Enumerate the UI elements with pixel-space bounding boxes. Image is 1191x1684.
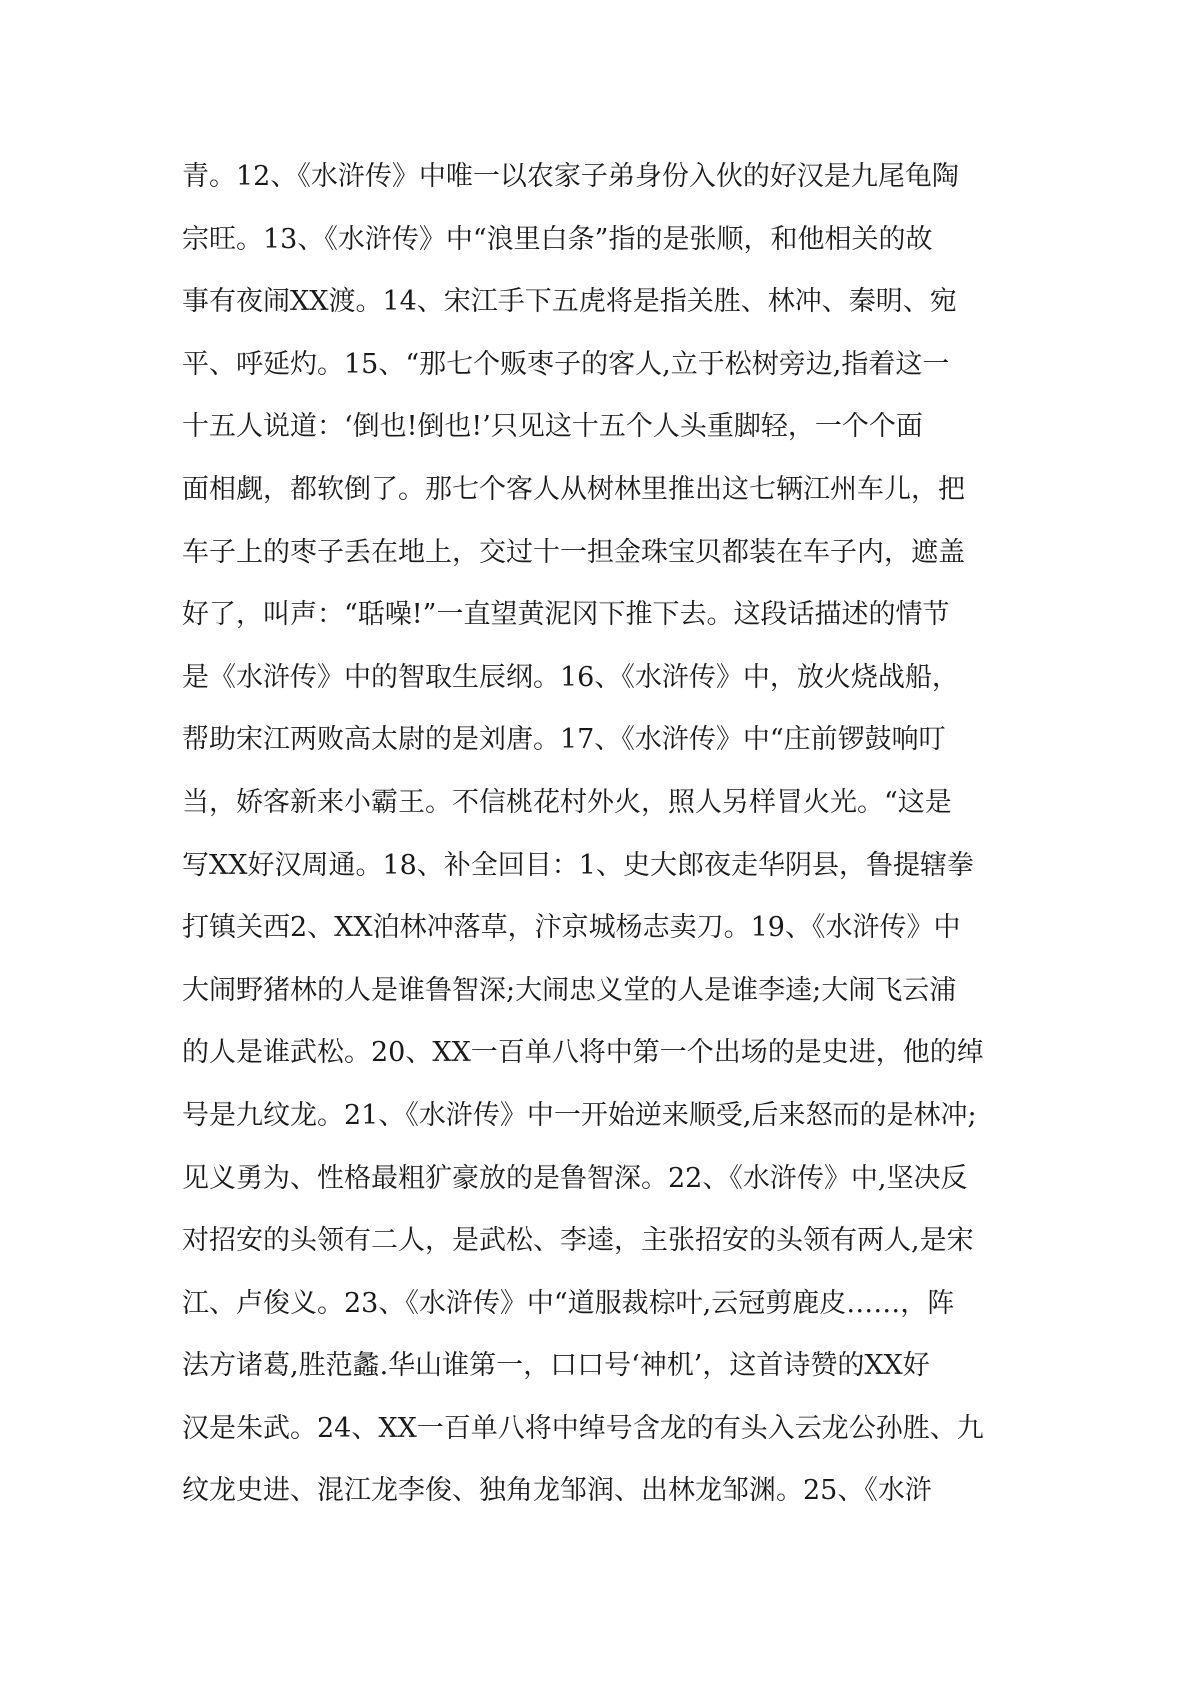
- text-line: 好了，叫声：“聒噪!”一直望黄泥冈下推下去。这段话描述的情节: [182, 599, 950, 631]
- text-line: 宗旺。13、《水浒传》中“浪里白条”指的是张顺，和他相关的故: [182, 223, 933, 255]
- text-line: 事有夜闹XX渡。14、宋江手下五虎将是指关胜、林冲、秦明、宛: [182, 286, 957, 318]
- text-line: 号是九纹龙。21、《水浒传》中一开始逆来顺受,后来怒而的是林冲;: [182, 1099, 977, 1131]
- text-line: 车子上的枣子丢在地上，交过十一担金珠宝贝都装在车子内，遮盖: [182, 536, 965, 568]
- text-line: 汉是朱武。24、XX一百单八将中绰号含龙的有头入云龙公孙胜、九: [182, 1412, 984, 1444]
- text-line: 写XX好汉周通。18、补全回目：1、史大郎夜走华阴县，鲁提辖拳: [182, 849, 974, 881]
- text-line: 法方诸葛,胜范蠡.华山谁第一，口口号‘神机’，这首诗赞的XX好: [182, 1350, 930, 1382]
- text-line: 对招安的头领有二人，是武松、李逵，主张招安的头领有两人,是宋: [182, 1225, 974, 1257]
- text-line: 纹龙史进、混江龙李俊、独角龙邹润、出林龙邹渊。25、《水浒: [182, 1475, 932, 1507]
- body-text: [182, 146, 1042, 1523]
- text-line: 青。12、《水浒传》中唯一以农家子弟身份入伙的好汉是九尾龟陶: [182, 161, 959, 192]
- text-line: 帮助宋江两败高太尉的是刘唐。17、《水浒传》中“庄前锣鼓响叮: [182, 724, 946, 756]
- text-line: 见义勇为、性格最粗犷豪放的是鲁智深。22、《水浒传》中,坚决反: [182, 1162, 968, 1194]
- text-line: 面相觑，都软倒了。那七个客人从树林里推出这七辆江州车儿，把: [182, 473, 965, 505]
- text-line: 大闹野猪林的人是谁鲁智深;大闹忠义堂的人是谁李逵;大闹飞云浦: [182, 974, 957, 1006]
- text-line: 平、呼延灼。15、“那七个贩枣子的客人,立于松树旁边,指着这一: [182, 348, 950, 380]
- text-line: 是《水浒传》中的智取生辰纲。16、《水浒传》中，放火烧战船，: [182, 661, 959, 693]
- text-line: 打镇关西2、XX泊林冲落草，汴京城杨志卖刀。19、《水浒传》中: [182, 912, 961, 944]
- text-line: 十五人说道：‘倒也!倒也!’只见这十五个人头重脚轻，一个个面: [182, 411, 923, 443]
- text-line: 的人是谁武松。20、XX一百单八将中第一个出场的是史进，他的绰: [182, 1037, 984, 1069]
- text-line: 江、卢俊义。23、《水浒传》中“道服裁棕叶,云冠剪鹿皮……，阵: [182, 1287, 955, 1319]
- text-line: 当，娇客新来小霸王。不信桃花村外火，照人另样冒火光。“这是: [182, 786, 952, 818]
